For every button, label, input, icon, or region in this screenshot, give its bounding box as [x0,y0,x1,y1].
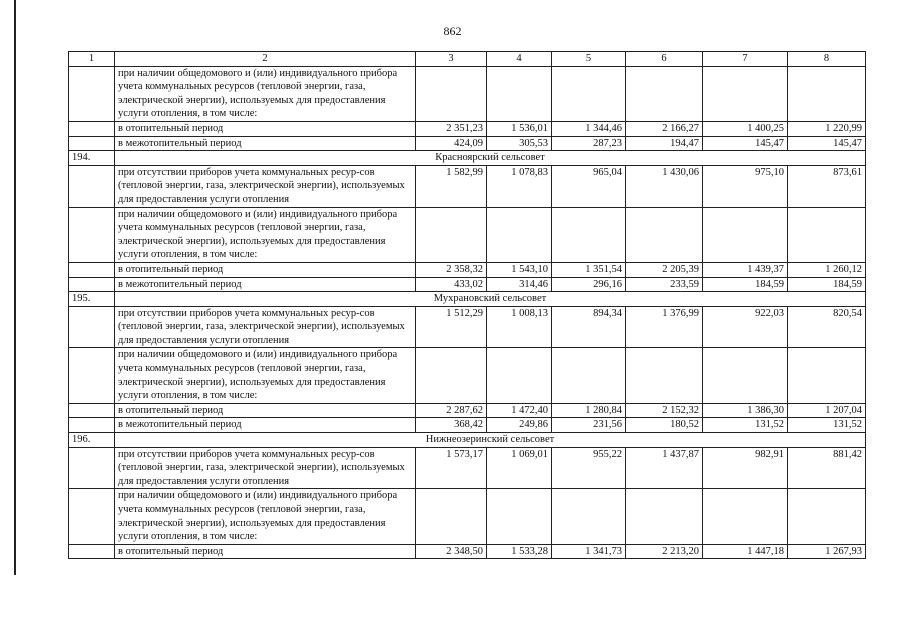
value-cell: 955,22 [552,447,626,489]
value-cell [703,207,788,262]
value-cell: 305,53 [487,136,552,151]
value-cell: 145,47 [703,136,788,151]
value-cell: 1 344,46 [552,121,626,136]
value-cell: 1 437,87 [626,447,703,489]
row-number-cell [69,489,115,544]
value-cell: 975,10 [703,165,788,207]
value-cell: 1 078,83 [487,165,552,207]
row-label: в межотопительный период [115,418,416,433]
table-row [69,348,866,403]
column-header: 7 [703,52,788,67]
value-cell: 1 512,29 [416,306,487,348]
section-number: 195. [69,292,115,307]
section-row [69,292,866,307]
value-cell: 368,42 [416,418,487,433]
table-row [69,489,866,544]
row-label: при отсутствии приборов учета коммунальных ресур-сов (тепловой энергии, газа, электрической энергии), используемых для предоставления услуги отопления [115,165,416,207]
row-number-cell [69,165,115,207]
value-cell: 1 267,93 [788,544,866,559]
value-cell: 2 166,27 [626,121,703,136]
row-label: в межотопительный период [115,277,416,292]
scan-edge-line [14,0,16,575]
value-cell [552,489,626,544]
table-row [69,544,866,559]
value-cell: 314,46 [487,277,552,292]
value-cell: 2 358,32 [416,262,487,277]
value-cell [703,489,788,544]
value-cell: 1 536,01 [487,121,552,136]
row-label: в межотопительный период [115,136,416,151]
column-header: 2 [115,52,416,67]
value-cell: 2 205,39 [626,262,703,277]
value-cell: 922,03 [703,306,788,348]
value-cell [416,489,487,544]
row-label: при отсутствии приборов учета коммунальных ресур-сов (тепловой энергии, газа, электрической энергии), используемых для предоставления услуги отопления [115,306,416,348]
value-cell: 1 351,54 [552,262,626,277]
column-header: 4 [487,52,552,67]
value-cell [703,348,788,403]
value-cell: 881,42 [788,447,866,489]
column-header: 3 [416,52,487,67]
table-row [69,165,866,207]
row-number-cell [69,544,115,559]
row-label: при наличии общедомового и (или) индивидуального прибора учета коммунальных ресурсов (тепловой энергии, газа, электрической энергии), используемых для предоставления услуги отопления, в том числе: [115,489,416,544]
value-cell: 1 472,40 [487,403,552,418]
value-cell: 1 260,12 [788,262,866,277]
row-number-cell [69,207,115,262]
value-cell: 145,47 [788,136,866,151]
value-cell [788,66,866,121]
row-label: в отопительный период [115,403,416,418]
value-cell [788,489,866,544]
value-cell: 894,34 [552,306,626,348]
row-number-cell [69,348,115,403]
table-row [69,262,866,277]
value-cell: 231,56 [552,418,626,433]
value-cell: 1 376,99 [626,306,703,348]
value-cell: 287,23 [552,136,626,151]
row-number-cell [69,418,115,433]
table-row [69,66,866,121]
value-cell [552,348,626,403]
value-cell: 982,91 [703,447,788,489]
row-label: в отопительный период [115,262,416,277]
value-cell: 1 280,84 [552,403,626,418]
value-cell: 873,61 [788,165,866,207]
row-number-cell [69,277,115,292]
value-cell: 1 582,99 [416,165,487,207]
value-cell: 1 386,30 [703,403,788,418]
value-cell [703,66,788,121]
value-cell [626,348,703,403]
row-number-cell [69,121,115,136]
column-header: 6 [626,52,703,67]
row-label: при наличии общедомового и (или) индивидуального прибора учета коммунальных ресурсов (тепловой энергии, газа, электрической энергии), используемых для предоставления услуги отопления, в том числе: [115,348,416,403]
row-number-cell [69,66,115,121]
value-cell: 2 152,32 [626,403,703,418]
value-cell [626,489,703,544]
value-cell: 1 447,18 [703,544,788,559]
value-cell: 1 439,37 [703,262,788,277]
value-cell: 1 533,28 [487,544,552,559]
section-number: 194. [69,151,115,166]
header-row [69,52,866,67]
table-row [69,447,866,489]
value-cell [416,348,487,403]
tariff-table [68,51,866,559]
value-cell: 1 220,99 [788,121,866,136]
value-cell [487,207,552,262]
table-row [69,207,866,262]
value-cell: 180,52 [626,418,703,433]
value-cell [788,207,866,262]
value-cell: 1 207,04 [788,403,866,418]
column-header: 8 [788,52,866,67]
section-title: Нижнеозеринский сельсовет [115,433,866,448]
value-cell: 131,52 [703,418,788,433]
value-cell [487,489,552,544]
section-title: Мухрановский сельсовет [115,292,866,307]
table-row [69,136,866,151]
value-cell: 296,16 [552,277,626,292]
column-header: 1 [69,52,115,67]
section-row [69,433,866,448]
value-cell: 1 543,10 [487,262,552,277]
row-label: в отопительный период [115,544,416,559]
value-cell: 1 430,06 [626,165,703,207]
column-header: 5 [552,52,626,67]
value-cell [552,66,626,121]
row-number-cell [69,262,115,277]
table-row [69,277,866,292]
section-row [69,151,866,166]
value-cell: 965,04 [552,165,626,207]
value-cell [788,348,866,403]
value-cell: 2 213,20 [626,544,703,559]
row-label: в отопительный период [115,121,416,136]
table-row [69,403,866,418]
row-label: при наличии общедомового и (или) индивидуального прибора учета коммунальных ресурсов (тепловой энергии, газа, электрической энергии), используемых для предоставления услуги отопления, в том числе: [115,207,416,262]
value-cell: 433,02 [416,277,487,292]
value-cell [626,207,703,262]
value-cell: 2 287,62 [416,403,487,418]
value-cell: 1 069,01 [487,447,552,489]
value-cell: 1 573,17 [416,447,487,489]
value-cell: 2 351,23 [416,121,487,136]
table-row [69,121,866,136]
value-cell: 1 341,73 [552,544,626,559]
value-cell: 233,59 [626,277,703,292]
value-cell: 820,54 [788,306,866,348]
section-title: Красноярский сельсовет [115,151,866,166]
value-cell [626,66,703,121]
table-row [69,418,866,433]
value-cell: 249,86 [487,418,552,433]
row-number-cell [69,136,115,151]
value-cell: 131,52 [788,418,866,433]
value-cell: 184,59 [703,277,788,292]
row-label: при отсутствии приборов учета коммунальных ресур-сов (тепловой энергии, газа, электрической энергии), используемых для предоставления услуги отопления [115,447,416,489]
value-cell [487,66,552,121]
value-cell: 184,59 [788,277,866,292]
row-number-cell [69,403,115,418]
row-number-cell [69,447,115,489]
value-cell [487,348,552,403]
value-cell: 2 348,50 [416,544,487,559]
value-cell [416,207,487,262]
value-cell: 424,09 [416,136,487,151]
table-row [69,306,866,348]
row-label: при наличии общедомового и (или) индивидуального прибора учета коммунальных ресурсов (тепловой энергии, газа, электрической энергии), используемых для предоставления услуги отопления, в том числе: [115,66,416,121]
value-cell [552,207,626,262]
value-cell: 194,47 [626,136,703,151]
page-number: 862 [443,24,462,38]
value-cell: 1 400,25 [703,121,788,136]
section-number: 196. [69,433,115,448]
value-cell: 1 008,13 [487,306,552,348]
row-number-cell [69,306,115,348]
value-cell [416,66,487,121]
